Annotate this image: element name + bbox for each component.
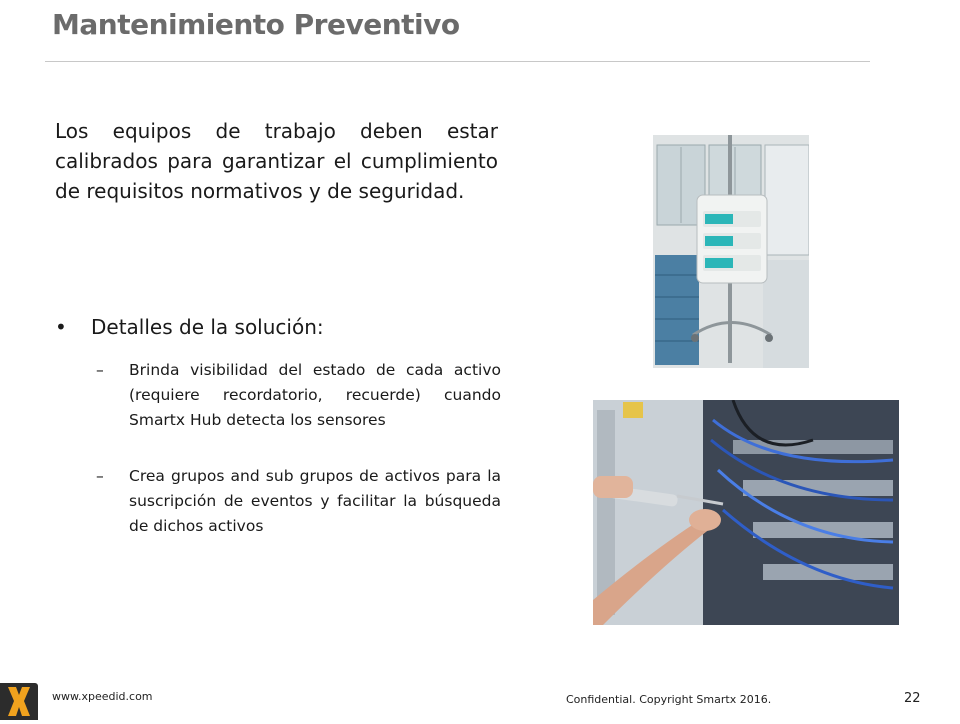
sub-item-marker: –	[96, 467, 104, 485]
sub-item-text: Crea grupos and sub grupos de activos para la suscripción de eventos y facilitar la búsqueda de dichos activos	[129, 467, 501, 535]
intro-paragraph: Los equipos de trabajo deben estar calibrados para garantizar el cumplimiento de requisitos normativos y de seguridad.	[55, 119, 498, 203]
footer-url: www.xpeedid.com	[52, 690, 153, 703]
title-divider	[45, 61, 870, 62]
infusion-pump-illustration	[653, 135, 809, 368]
company-logo	[0, 683, 38, 720]
infusion-pump-photo	[653, 135, 809, 368]
bullet-text: Detalles de la solución:	[91, 315, 324, 339]
bullet-marker: •	[55, 315, 67, 339]
page-number: 22	[904, 691, 921, 706]
sub-item-text: Brinda visibilidad del estado de cada activo (requiere recordatorio, recuerde) cuando Smartx Hub detecta los sensores	[129, 361, 501, 429]
slide-title: Mantenimiento Preventivo	[52, 8, 460, 41]
bullet-item	[55, 312, 515, 342]
x-logo-icon	[0, 683, 38, 720]
footer-confidential: Confidential. Copyright Smartx 2016.	[566, 693, 772, 706]
electrical-panel-photo	[593, 400, 899, 625]
sub-item-marker: –	[96, 361, 104, 379]
electrical-panel-illustration	[593, 400, 899, 625]
